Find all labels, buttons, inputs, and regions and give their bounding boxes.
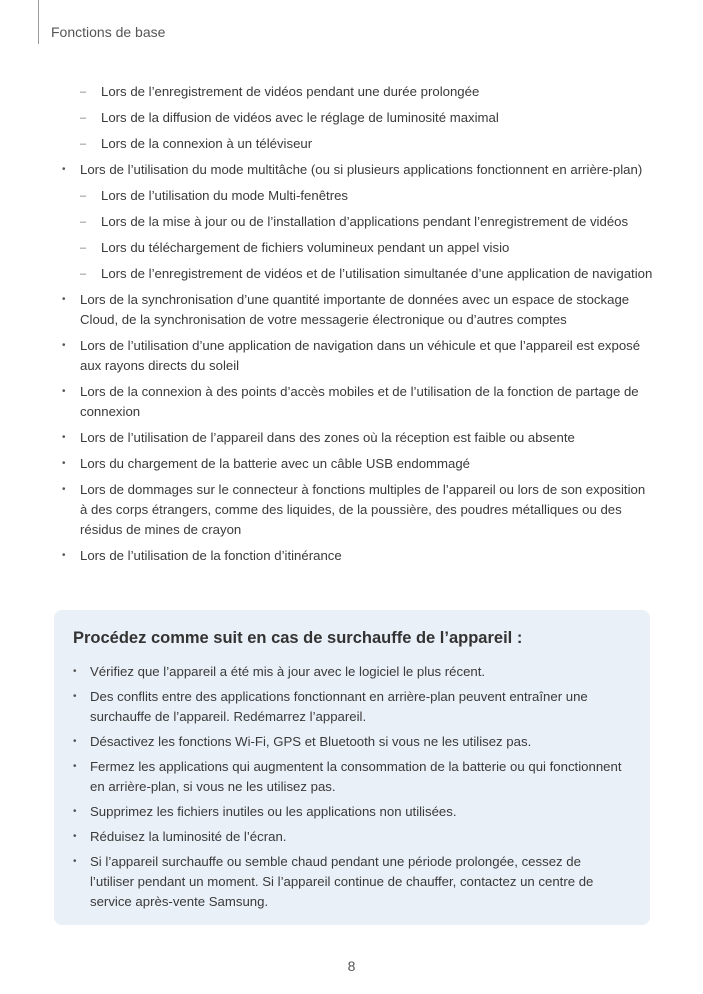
list-item [58,160,654,180]
list-item-text: Lors de l’utilisation du mode multitâche (ou si plusieurs applications fonctionnent en arrière-plan) [80,162,643,177]
list-item: • Lors de l’utilisation de l’appareil dans des zones où la réception est faible ou absente [58,428,654,448]
tip-item: • Vérifiez que l’appareil a été mis à jour avec le logiciel le plus récent. [73,662,628,682]
bullet-list [58,160,654,180]
tip-list [73,662,628,912]
multitask-sublist [58,186,654,284]
list-subitem: – Lors de la mise à jour ou de l’installation d’applications pendant l’enregistrement de vidéos [58,212,654,232]
list-subitem: – Lors du téléchargement de fichiers volumineux pendant un appel visio [58,238,654,258]
list-item: • Lors de l’utilisation d’une application de navigation dans un véhicule et que l’appareil est exposé aux rayons directs du soleil [58,336,654,376]
tip-item: • Désactivez les fonctions Wi-Fi, GPS et Bluetooth si vous ne les utilisez pas. [73,732,628,752]
body-content [58,82,654,572]
tip-item: • Fermez les applications qui augmentent la consommation de la batterie ou qui fonctionnent en arrière-plan, si vous ne les utilisez pas. [73,757,628,797]
tip-item: • Réduisez la luminosité de l’écran. [73,827,628,847]
list-item: • Lors de la connexion à des points d’accès mobiles et de l’utilisation de la fonction de partage de connexion [58,382,654,422]
tip-item: • Supprimez les fichiers inutiles ou les applications non utilisées. [73,802,628,822]
list-item: • Lors de dommages sur le connecteur à fonctions multiples de l’appareil ou lors de son exposition à des corps étrangers, comme des liquides, de la poussière, des poudres métalliques ou des résidus de mines de crayon [58,480,654,540]
tip-item: • Des conflits entre des applications fonctionnant en arrière-plan peuvent entraîner une surchauffe de l’appareil. Redémarrez l’appareil. [73,687,628,727]
tip-item: • Si l’appareil surchauffe ou semble chaud pendant une période prolongée, cessez de l’utiliser pendant un moment. Si l’appareil continue de chauffer, contactez un centre de service après-vente Samsung. [73,852,628,912]
running-header: Fonctions de base [51,24,166,40]
tip-title: Procédez comme suit en cas de surchauffe de l’appareil : [73,629,523,647]
tip-box [54,610,650,925]
bullet-list [58,290,654,566]
list-subitem: – Lors de l’utilisation du mode Multi-fenêtres [58,186,654,206]
list-subitem: – Lors de l’enregistrement de vidéos pendant une durée prolongée [58,82,654,102]
list-item: • Lors du chargement de la batterie avec un câble USB endommagé [58,454,654,474]
list-subitem: – Lors de la diffusion de vidéos avec le réglage de luminosité maximal [58,108,654,128]
header-rule [38,0,39,44]
list-subitem: – Lors de l’enregistrement de vidéos et de l’utilisation simultanée d’une application de navigation [58,264,654,284]
page-number: 8 [347,958,356,974]
list-item: • Lors de l’utilisation de la fonction d’itinérance [58,546,654,566]
list-subitem: – Lors de la connexion à un téléviseur [58,134,654,154]
list-item: • Lors de la synchronisation d’une quantité importante de données avec un espace de stockage Cloud, de la synchronisation de votre messagerie électronique ou d’autres comptes [58,290,654,330]
continued-sublist [58,82,654,154]
